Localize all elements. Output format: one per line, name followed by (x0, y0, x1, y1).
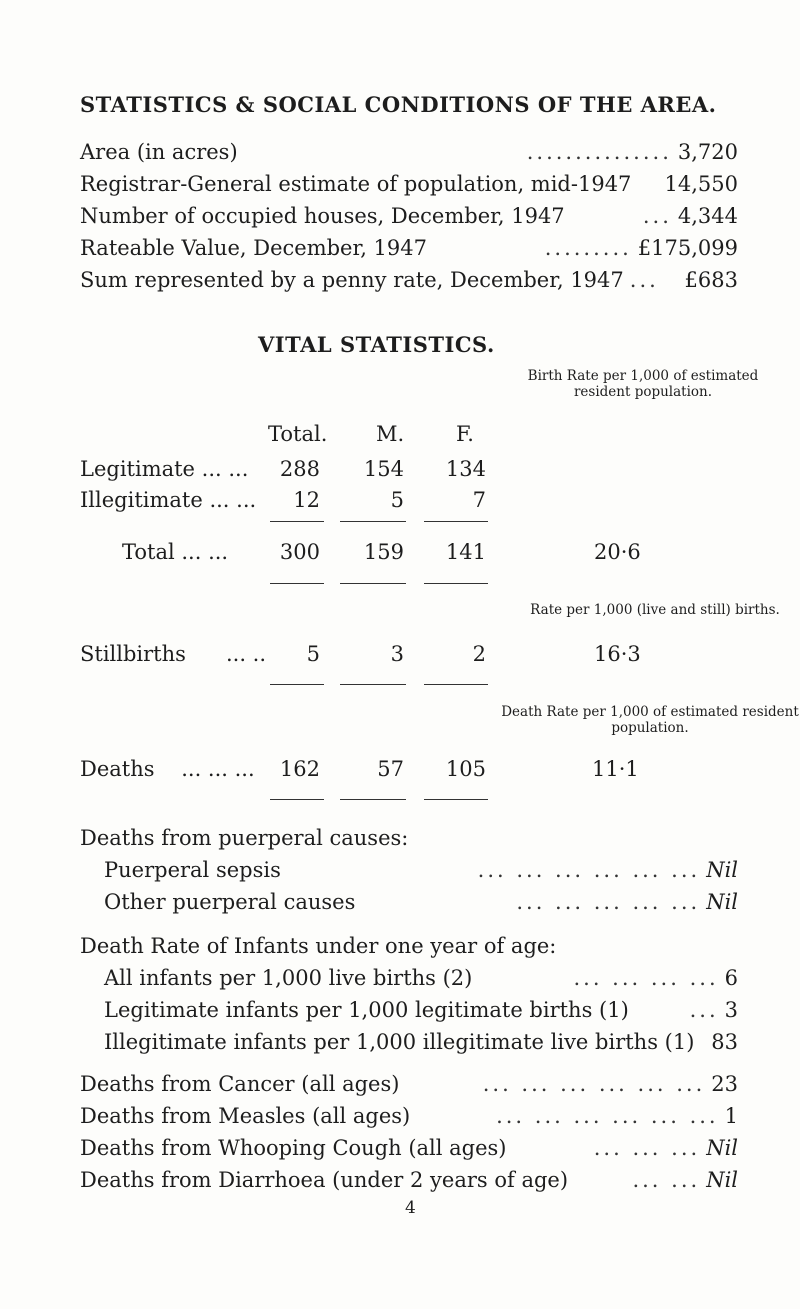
leader-dots: ... ... (195, 457, 249, 481)
stat-value: 3,720 (677, 140, 738, 164)
leader-dots: ... ... ... ... (573, 966, 719, 990)
infant-row (104, 1030, 738, 1054)
stat-row-area (80, 140, 738, 164)
stat-value: £683 (684, 268, 738, 292)
row-label: Illegitimate (80, 488, 203, 512)
leader-dots: ... .. (185, 642, 267, 666)
header-m: M. (376, 422, 405, 446)
row-label: Stillbirths (80, 642, 186, 666)
divider (270, 583, 324, 584)
divider (340, 583, 406, 584)
row-label: Puerperal sepsis (104, 858, 281, 882)
row-value: Nil (706, 890, 738, 914)
row-label-stillbirths (80, 642, 266, 666)
cell-f: 2 (472, 642, 486, 666)
row-label: Deaths (80, 757, 155, 781)
row-value: 3 (724, 998, 738, 1022)
vital-statistics-title: VITAL STATISTICS. (258, 332, 495, 357)
divider (424, 799, 488, 800)
death-rate-value: 11·1 (592, 757, 639, 781)
stat-label: Rateable Value, December, 1947 (80, 236, 428, 260)
stat-value: 14,550 (664, 172, 738, 196)
puerperal-row (104, 858, 738, 882)
leader-dots: ... ... ... ... ... ... (482, 1072, 706, 1096)
page-number: 4 (405, 1198, 416, 1218)
puerperal-row (104, 890, 738, 914)
row-label: Deaths from Cancer (all ages) (80, 1072, 400, 1096)
divider (424, 684, 488, 685)
row-label-legitimate (80, 457, 248, 481)
stat-row-houses (80, 204, 738, 228)
cell-f: 105 (445, 757, 486, 781)
stillbirth-rate-value: 16·3 (594, 642, 641, 666)
birth-rate-value: 20·6 (594, 540, 641, 564)
row-label: Deaths from Measles (all ages) (80, 1104, 411, 1128)
row-label: Legitimate infants per 1,000 legitimate births (1) (104, 998, 629, 1022)
row-value: 83 (711, 1030, 738, 1054)
cause-row (80, 1072, 738, 1096)
leader-dots: ... ... ... (593, 1136, 701, 1160)
infant-row (104, 998, 738, 1022)
divider (340, 799, 406, 800)
cell-f: 141 (445, 540, 486, 564)
header-f: F. (456, 422, 474, 446)
row-label: Illegitimate infants per 1,000 illegitimate live births (1) (104, 1030, 695, 1054)
cell-m: 3 (390, 642, 404, 666)
divider (424, 583, 488, 584)
cell-m: 159 (363, 540, 404, 564)
puerperal-heading: Deaths from puerperal causes: (80, 826, 409, 850)
row-label: Other puerperal causes (104, 890, 356, 914)
cell-m: 154 (363, 457, 404, 481)
leader-dots: ... ... ... ... ... ... (477, 858, 701, 882)
row-label-total (122, 540, 228, 564)
divider (424, 521, 488, 522)
divider (340, 521, 406, 522)
leader-dots: ............... (526, 140, 672, 164)
leader-dots: ... (689, 998, 719, 1022)
leader-dots: ... ... (632, 1168, 701, 1192)
death-rate-note: Death Rate per 1,000 of estimated resident population. (501, 704, 799, 736)
row-value: 23 (711, 1072, 738, 1096)
row-label: Deaths from Diarrhoea (under 2 years of age) (80, 1168, 569, 1192)
stat-label: Number of occupied houses, December, 1947 (80, 204, 565, 228)
row-value: Nil (706, 1136, 738, 1160)
birth-rate-note: Birth Rate per 1,000 of estimated resident population. (527, 368, 759, 400)
divider (270, 799, 324, 800)
cause-row (80, 1104, 738, 1128)
row-label: Legitimate (80, 457, 195, 481)
row-label-illegitimate (80, 488, 256, 512)
row-label: Total (122, 540, 175, 564)
leader-dots: ... ... ... (154, 757, 255, 781)
leader-dots: ......... (544, 236, 632, 260)
cell-m: 5 (390, 488, 404, 512)
stillbirth-rate-note: Rate per 1,000 (live and still) births. (530, 602, 780, 618)
cell-total: 12 (293, 488, 320, 512)
stat-value: 4,344 (677, 204, 738, 228)
cell-f: 7 (472, 488, 486, 512)
cell-total: 162 (279, 757, 320, 781)
cell-m: 57 (377, 757, 404, 781)
row-value: Nil (706, 858, 738, 882)
leader-dots: ... ... ... ... ... (516, 890, 701, 914)
divider (340, 684, 406, 685)
header-total: Total. (268, 422, 328, 446)
leader-dots: ... ... (202, 488, 257, 512)
stat-row-rateable-value (80, 236, 738, 260)
stat-label: Registrar-General estimate of population, mid-1947 (80, 172, 632, 196)
cause-row (80, 1168, 738, 1192)
cell-total: 5 (306, 642, 320, 666)
divider (270, 684, 324, 685)
stat-value: £175,099 (637, 236, 738, 260)
stat-label: Sum represented by a penny rate, December, 1947 (80, 268, 624, 292)
row-value: 6 (724, 966, 738, 990)
page-title: STATISTICS & SOCIAL CONDITIONS OF THE AREA. (80, 92, 717, 117)
leader-dots: ... (629, 268, 659, 292)
row-label: All infants per 1,000 live births (2) (104, 966, 473, 990)
row-value: Nil (706, 1168, 738, 1192)
divider (270, 521, 324, 522)
row-value: 1 (724, 1104, 738, 1128)
cell-total: 288 (279, 457, 320, 481)
leader-dots: ... (642, 204, 672, 228)
leader-dots: ... ... ... ... ... ... (496, 1104, 719, 1128)
cell-f: 134 (445, 457, 486, 481)
cause-row (80, 1136, 738, 1160)
infant-row (104, 966, 738, 990)
stat-label: Area (in acres) (80, 140, 238, 164)
row-label-deaths (80, 757, 255, 781)
stat-row-penny-rate (80, 268, 738, 292)
stat-row-population (80, 172, 738, 196)
infant-heading: Death Rate of Infants under one year of age: (80, 934, 557, 958)
cell-total: 300 (279, 540, 320, 564)
leader-dots: ... ... (174, 540, 229, 564)
row-label: Deaths from Whooping Cough (all ages) (80, 1136, 507, 1160)
